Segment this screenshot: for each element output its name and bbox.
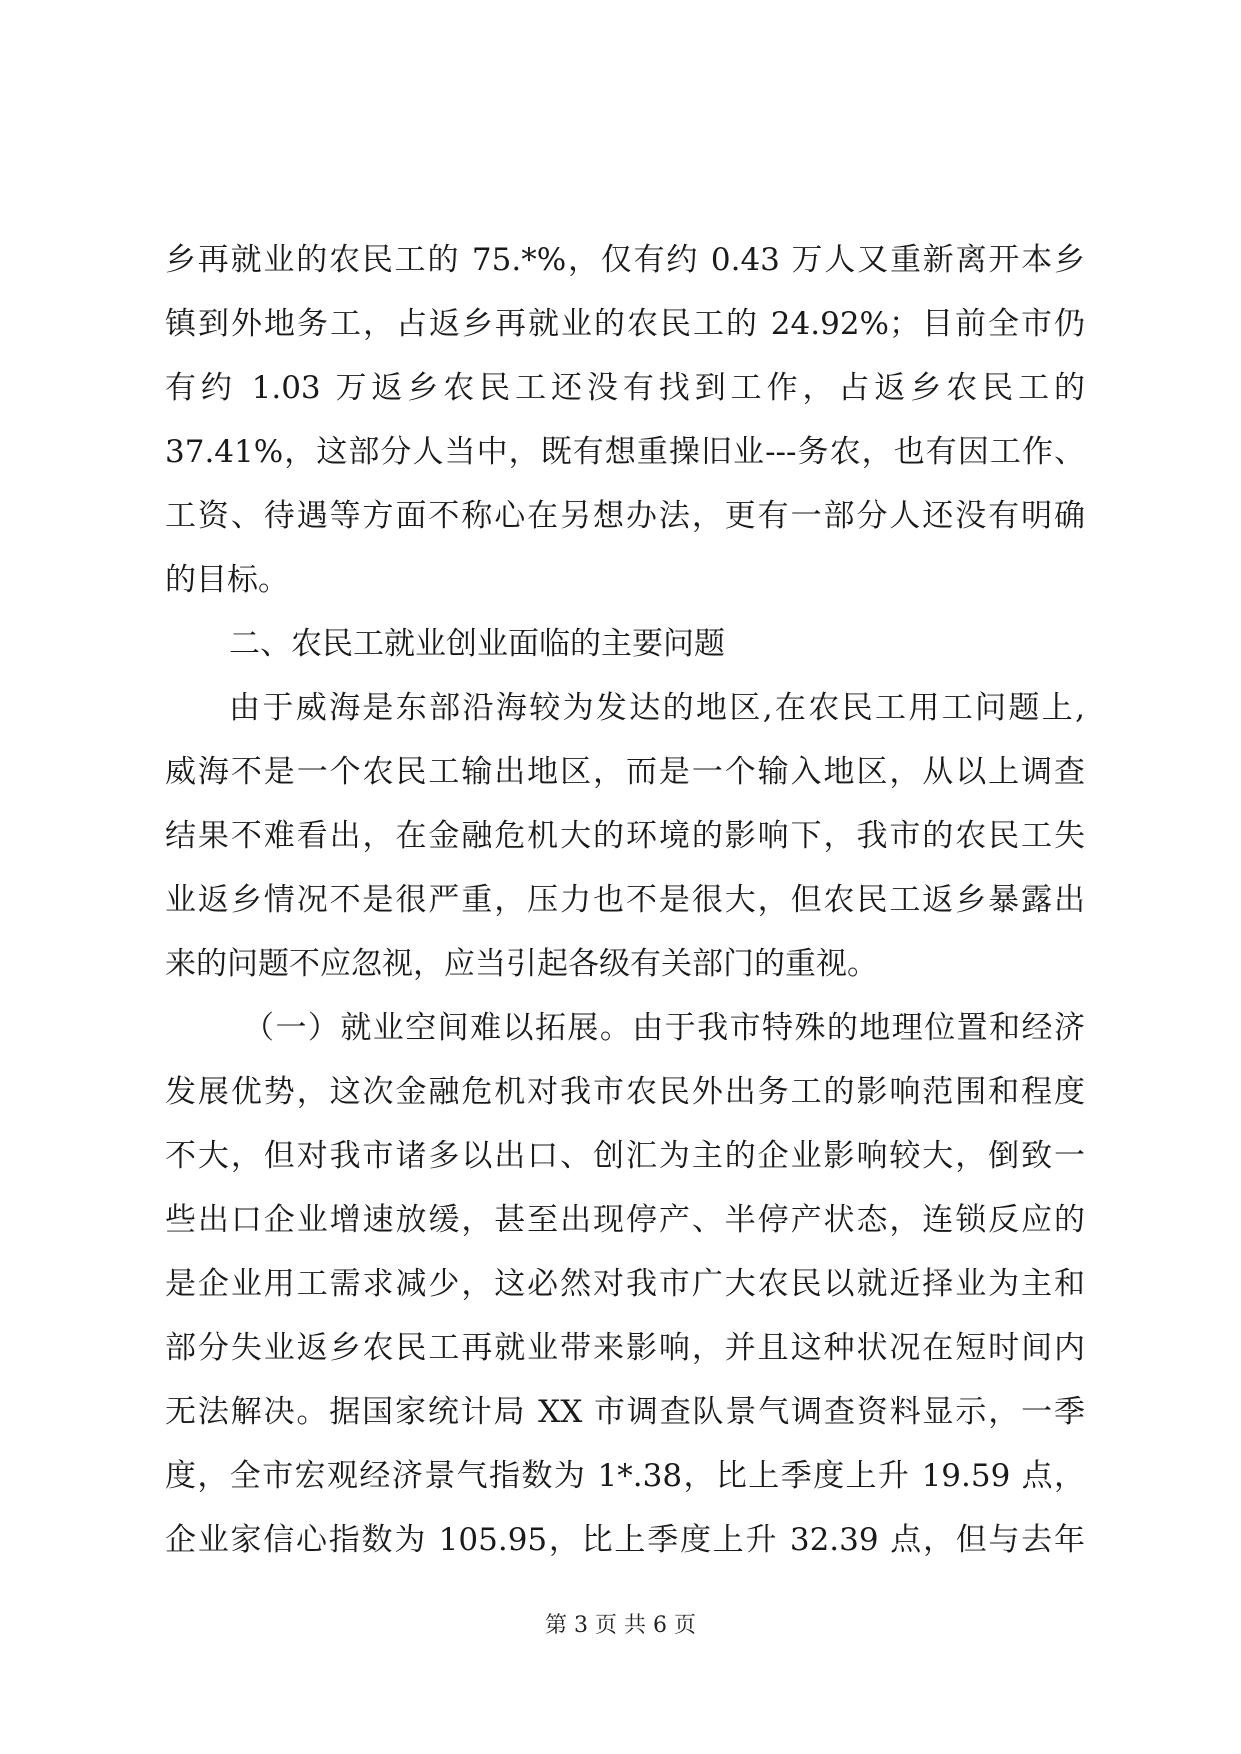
text-line: 有约 1.03 万返乡农民工还没有找到工作，占返乡农民工的 <box>165 370 1085 406</box>
document-body <box>165 228 1085 1572</box>
text-line: 部分失业返乡农民工再就业带来影响，并且这种状况在短时间内 <box>165 1330 1085 1366</box>
text-line: 企业家信心指数为 105.95，比上季度上升 32.39 点，但与去年 <box>165 1522 1085 1558</box>
text-line: 的目标。 <box>165 562 289 598</box>
text-line: 无法解决。据国家统计局 XX 市调查队景气调查资料显示，一季 <box>165 1394 1085 1430</box>
text-line: 些出口企业增速放缓，甚至出现停产、半停产状态，连锁反应的 <box>165 1202 1085 1238</box>
text-line: 不大，但对我市诸多以出口、创汇为主的企业影响较大，倒致一 <box>165 1138 1085 1174</box>
section-heading: 二、农民工就业创业面临的主要问题 <box>229 626 725 662</box>
subsection-heading-line: （一）就业空间难以拓展。由于我市特殊的地理位置和经济 <box>243 1010 1085 1046</box>
text-line: 结果不难看出，在金融危机大的环境的影响下，我市的农民工失 <box>165 818 1085 854</box>
text-line: 业返乡情况不是很严重，压力也不是很大，但农民工返乡暴露出 <box>165 882 1085 918</box>
text-line: 乡再就业的农民工的 75.*%，仅有约 0.43 万人又重新离开本乡 <box>165 242 1085 278</box>
text-line: 威海不是一个农民工输出地区，而是一个输入地区，从以上调查 <box>165 754 1085 790</box>
text-line: 度，全市宏观经济景气指数为 1*.38，比上季度上升 19.59 点， <box>165 1458 1085 1494</box>
text-line: 37.41%，这部分人当中，既有想重操旧业---务农，也有因工作、 <box>165 434 1085 470</box>
page-footer: 第 3 页 共 6 页 <box>545 1613 696 1638</box>
text-line: 是企业用工需求减少，这必然对我市广大农民以就近择业为主和 <box>165 1266 1085 1302</box>
text-line: 由于威海是东部沿海较为发达的地区,在农民工用工问题上, <box>229 690 1085 726</box>
text-line: 工资、待遇等方面不称心在另想办法，更有一部分人还没有明确 <box>165 498 1085 534</box>
text-line: 镇到外地务工，占返乡再就业的农民工的 24.92%；目前全市仍 <box>165 306 1085 342</box>
text-line: 来的问题不应忽视，应当引起各级有关部门的重视。 <box>165 946 878 982</box>
text-line: 发展优势，这次金融危机对我市农民外出务工的影响范围和程度 <box>165 1074 1085 1110</box>
